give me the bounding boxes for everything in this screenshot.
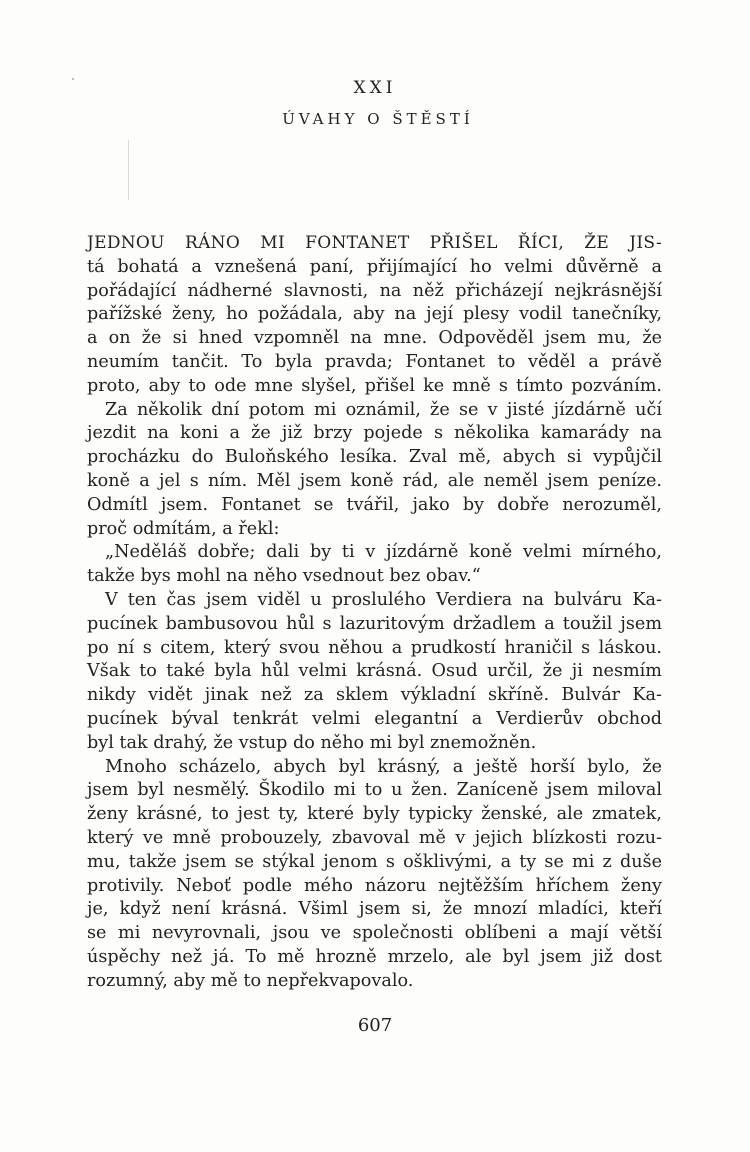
page-number: 607 (357, 1015, 393, 1036)
text-line: po ní s citem, který svou něhou a prudkostí hraničil s láskou. (87, 637, 662, 658)
text-line: JEDNOU RÁNO MI FONTANET PŘIŠEL ŘÍCI, ŽE JIS- (87, 233, 662, 253)
text-line: proč odmítám, a řekl: (87, 518, 280, 539)
chapter-number: XXI (353, 78, 397, 98)
text-line: proto, aby to ode mne slyšel, přišel ke mně s tímto pozváním. (87, 375, 662, 396)
text-line: tá bohatá a vznešená paní, přijímající ho velmi důvěrně a (87, 256, 662, 277)
text-line: pořádající nádherné slavnosti, na něž přicházejí nejkrásnější (87, 280, 662, 301)
text-line: pařížské ženy, ho požádala, aby na její plesy vodil tanečníky, (87, 304, 662, 325)
text-line: úspěchy než já. To mě hrozně mrzelo, ale byl jsem již dost (87, 946, 662, 967)
text-line: neumím tančit. To byla pravda; Fontanet to věděl a právě (87, 351, 662, 372)
text-line: V ten čas jsem viděl u proslulého Verdiera na bulváru Ka- (105, 589, 662, 610)
text-line: takže bys mohl na něho vsednout bez obav.“ (87, 566, 481, 587)
text-line: jezdit na koni a že již brzy pojede s několika kamarády na (87, 423, 662, 444)
text-line: ženy krásné, to jest ty, které byly typicky ženské, ale zmatek, (87, 804, 662, 825)
text-line: protivily. Neboť podle mého názoru nejtěžším hříchem ženy (87, 875, 662, 896)
text-line: Mnoho scházelo, abych byl krásný, a ještě horší bylo, že (105, 756, 662, 777)
paragraph (87, 541, 662, 589)
text-line: který ve mně probouzely, zbavoval mě v jejich blízkosti rozu- (87, 827, 662, 848)
paper-fold-mark (128, 140, 129, 200)
paragraph (87, 399, 662, 542)
paragraph (87, 756, 662, 994)
text-line: „Neděláš dobře; dali by ti v jízdárně koně velmi mírného, (105, 542, 662, 563)
text-line: je, když není krásná. Všiml jsem si, že mnozí mladíci, kteří (87, 899, 662, 920)
chapter-body (87, 232, 662, 994)
text-line: koně a jel s ním. Měl jsem koně rád, ale neměl jsem peníze. (87, 470, 662, 491)
chapter-title: ÚVAHY O ŠTĚSTÍ (282, 110, 474, 128)
text-line: pucínek bambusovou hůl s lazuritovým držadlem a toužil jsem (87, 613, 662, 634)
paragraph (87, 589, 662, 756)
text-line: nikdy vidět jinak než za sklem výkladní skříně. Bulvár Ka- (87, 685, 662, 706)
text-line: mu, takže jsem se stýkal jenom s ošklivými, a ty se mi z duše (87, 851, 662, 872)
text-line: jsem byl nesmělý. Škodilo mi to u žen. Zaníceně jsem miloval (87, 780, 662, 801)
text-line: a on že si hned vzpomněl na mne. Odpověděl jsem mu, že (87, 328, 662, 349)
text-line: Odmítl jsem. Fontanet se tvářil, jako by dobře nerozuměl, (87, 494, 662, 515)
text-line: Však to také byla hůl velmi krásná. Osud určil, že ji nesmím (87, 661, 662, 682)
text-line: pucínek býval tenkrát velmi elegantní a Verdierův obchod (87, 708, 662, 729)
text-line: procházku do Buloňského lesíka. Zval mě, abych si vypůjčil (87, 447, 662, 468)
text-line: se mi nevyrovnali, jsou ve společnosti oblíbeni a mají větší (87, 923, 662, 944)
paragraph (87, 232, 662, 399)
text-line: rozumný, aby mě to nepřekvapovalo. (87, 970, 414, 991)
text-line: byl tak drahý, že vstup do něho mi byl znemožněn. (87, 732, 537, 753)
text-line: Za několik dní potom mi oznámil, že se v jisté jízdárně učí (105, 399, 662, 420)
